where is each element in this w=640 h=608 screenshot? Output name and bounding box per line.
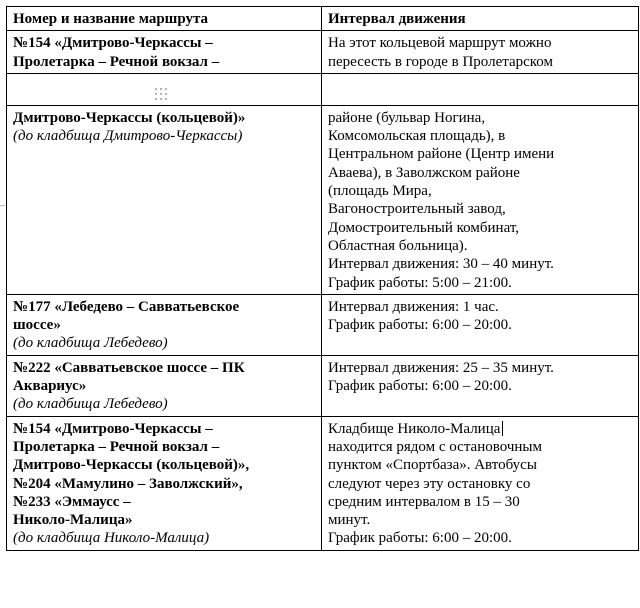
- interval-line: График работы: 6:00 – 20:00.: [328, 530, 512, 547]
- interval-line: График работы: 5:00 – 21:00.: [328, 274, 512, 291]
- route-cell: [7, 31, 322, 74]
- route-line: Николо-Малица»: [13, 512, 133, 529]
- table-gap-row: [7, 73, 639, 105]
- interval-cell: [322, 294, 639, 355]
- interval-text: Кладбище Николо-Малица: [328, 420, 501, 437]
- route-line: №154 «Дмитрово-Черкассы –: [13, 420, 213, 437]
- route-cell: [7, 105, 322, 294]
- route-line: Дмитрово-Черкассы (кольцевой)»: [13, 109, 246, 126]
- table-row: [7, 105, 639, 294]
- interval-line: График работы: 6:00 – 20:00.: [328, 317, 512, 334]
- routes-table: [6, 6, 639, 551]
- interval-line: Аваева), в Заволжском районе: [328, 164, 520, 181]
- route-line: Дмитрово-Черкассы (кольцевой)»,: [13, 457, 250, 474]
- interval-line: пересесть в городе в Пролетарском: [328, 53, 554, 70]
- interval-cell: [322, 355, 639, 416]
- route-cell: [7, 294, 322, 355]
- interval-line: [328, 420, 632, 438]
- interval-line: пунктом «Спортбаза». Автобусы: [328, 457, 537, 474]
- table-row: [7, 416, 639, 550]
- interval-line: Интервал движения: 25 – 35 минут.: [328, 359, 554, 376]
- table-row: [7, 31, 639, 74]
- route-note: (до кладбища Лебедево): [13, 335, 168, 352]
- route-note: (до кладбища Лебедево): [13, 396, 168, 413]
- interval-line: Домостроительный комбинат,: [328, 219, 520, 236]
- drag-handle-icon[interactable]: [155, 88, 169, 102]
- interval-line: Областная больница).: [328, 237, 468, 254]
- interval-line: На этот кольцевой маршрут можно: [328, 35, 552, 52]
- interval-line: Комсомольская площадь), в: [328, 128, 506, 145]
- interval-line: минут.: [328, 512, 371, 529]
- route-line: Аквариус»: [13, 378, 87, 395]
- route-line: Пролетарка – Речной вокзал –: [13, 53, 220, 70]
- interval-line: средним интервалом в 15 – 30: [328, 493, 520, 510]
- table-row: [7, 294, 639, 355]
- interval-line: Центральном районе (Центр имени: [328, 146, 555, 163]
- interval-line: График работы: 6:00 – 20:00.: [328, 378, 512, 395]
- interval-line: следуют через эту остановку со: [328, 475, 531, 492]
- column-header-interval: Интервал движения: [322, 7, 639, 31]
- interval-line: Интервал движения: 1 час.: [328, 298, 499, 315]
- interval-cell: [322, 31, 639, 74]
- route-cell: [7, 355, 322, 416]
- route-note: (до кладбища Дмитрово-Черкассы): [13, 128, 243, 145]
- text-cursor: [502, 421, 503, 436]
- interval-cell: [322, 416, 639, 550]
- route-line: №233 «Эммаусс –: [13, 493, 131, 510]
- page-margin-tick: [0, 205, 5, 206]
- interval-line: Вагоностроительный завод,: [328, 201, 506, 218]
- route-line: №177 «Лебедево – Савватьевское: [13, 298, 240, 315]
- route-cell: [7, 416, 322, 550]
- route-line: шоссе»: [13, 317, 61, 334]
- table-header-row: [7, 7, 639, 31]
- interval-line: Интервал движения: 30 – 40 минут.: [328, 256, 554, 273]
- route-line: №204 «Мамулино – Заволжский»,: [13, 475, 243, 492]
- route-line: №154 «Дмитрово-Черкассы –: [13, 35, 213, 52]
- interval-line: (площадь Мира,: [328, 183, 432, 200]
- interval-line: районе (бульвар Ногина,: [328, 109, 486, 126]
- table-row: [7, 355, 639, 416]
- gap-cell-right: [322, 73, 639, 105]
- interval-cell: [322, 105, 639, 294]
- route-note: (до кладбища Николо-Малица): [13, 530, 210, 547]
- interval-line: находится рядом с остановочным: [328, 438, 542, 455]
- table-head: [7, 7, 639, 31]
- route-line: №222 «Савватьевское шоссе – ПК: [13, 359, 245, 376]
- table-body: [7, 31, 639, 550]
- column-header-route: Номер и название маршрута: [7, 7, 322, 31]
- route-line: Пролетарка – Речной вокзал –: [13, 438, 220, 455]
